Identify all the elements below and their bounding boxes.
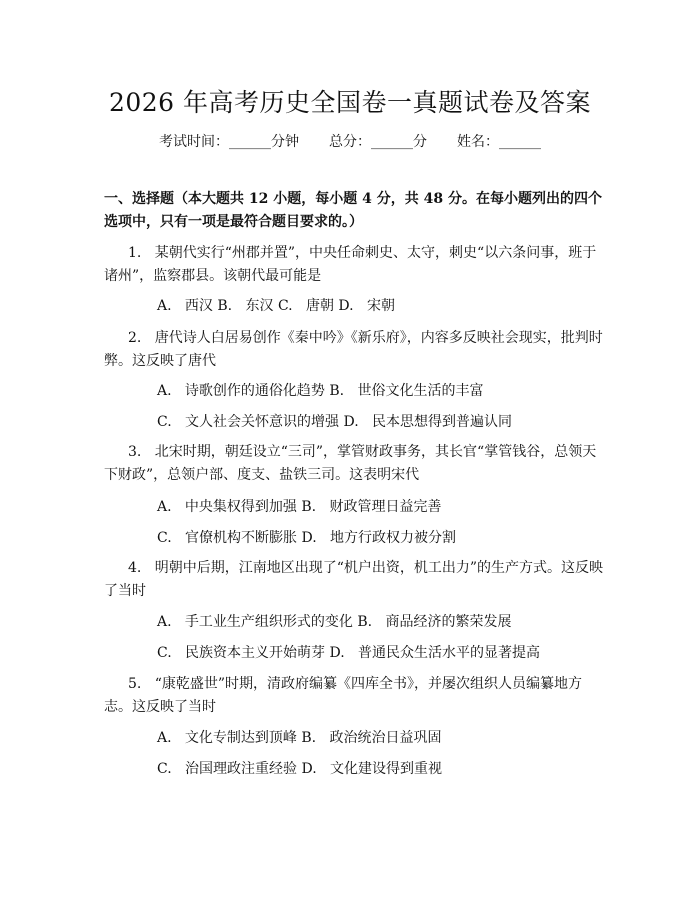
option-text: 治国理政注重经验 (185, 761, 298, 777)
option-text: 中央集权得到加强 (184, 499, 297, 515)
question-4-options-row-2 (157, 643, 597, 663)
question-number: 4. (128, 560, 142, 576)
exam-meta (0, 131, 700, 151)
option-text: 东汉 (245, 298, 274, 314)
question-2-options-row-1 (157, 381, 597, 401)
option-text: 商品经济的繁荣发展 (385, 614, 512, 630)
option-text: 地方行政权力被分割 (330, 530, 457, 546)
question-3 (104, 441, 604, 487)
option-label: B. (301, 499, 317, 515)
option-text: 文化建设得到重视 (330, 761, 443, 777)
option-text: 普通民众生活水平的显著提高 (358, 645, 541, 661)
question-5-options-row-1 (157, 728, 597, 748)
option-label: B. (217, 298, 233, 314)
option-label: A. (157, 383, 172, 399)
option-label: D. (329, 645, 345, 661)
option-text: 唐朝 (305, 298, 334, 314)
option-label: D. (343, 414, 359, 430)
exam-score-field: 总分：______分 (329, 134, 427, 150)
question-3-options-row-2 (157, 528, 597, 548)
question-stem: 北宋时期，朝廷设立“三司”，掌管财政事务，其长官“掌管钱谷，总领天下财政”，总领户部、度支、盐铁三司。这表明宋代 (104, 444, 597, 483)
section-heading: 一、选择题（本大题共 12 小题，每小题 4 分，共 48 分。在每小题列出的四个选项中，只有一项是最符合题目要求的。） (104, 191, 602, 230)
option-text: 宋朝 (366, 298, 395, 314)
option-text: 世俗文化生活的丰富 (357, 383, 484, 399)
option-text: 诗歌创作的通俗化趋势 (184, 383, 325, 399)
option-label: B. (301, 730, 317, 746)
question-number: 5. (128, 676, 142, 692)
option-label: A. (157, 298, 172, 314)
question-5-options-row-2 (157, 759, 597, 779)
question-5 (104, 673, 604, 719)
option-label: B. (329, 383, 345, 399)
question-number: 3. (128, 444, 142, 460)
option-text: 官僚机构不断膨胀 (185, 530, 298, 546)
option-label: D. (301, 530, 317, 546)
question-number: 2. (128, 330, 142, 346)
question-1 (104, 242, 604, 288)
option-label: B. (357, 614, 373, 630)
option-text: 手工业生产组织形式的变化 (184, 614, 353, 630)
page-title: 2026 年高考历史全国卷一真题试卷及答案 (108, 88, 592, 117)
option-label: C. (157, 761, 172, 777)
option-label: C. (277, 298, 293, 314)
option-text: 文人社会关怀意识的增强 (185, 414, 340, 430)
question-stem: 明朝中后期，江南地区出现了“机户出资，机工出力”的生产方式。这反映了当时 (104, 560, 604, 599)
option-text: 财政管理日益完善 (329, 499, 442, 515)
option-text: 政治统治日益巩固 (329, 730, 442, 746)
option-label: C. (157, 645, 172, 661)
question-number: 1. (128, 245, 142, 261)
question-4-options-row-1 (157, 612, 597, 632)
option-label: D. (338, 298, 354, 314)
question-4 (104, 557, 604, 603)
exam-time-field: 考试时间：______分钟 (159, 134, 299, 150)
option-text: 文化专制达到顶峰 (184, 730, 297, 746)
question-1-options (157, 296, 597, 316)
option-label: A. (157, 730, 172, 746)
option-label: A. (157, 499, 172, 515)
question-2 (104, 327, 604, 373)
option-label: D. (301, 761, 317, 777)
question-stem: “康乾盛世”时期，清政府编纂《四库全书》，并屡次组织人员编纂地方志。这反映了当时 (104, 676, 583, 715)
question-stem: 唐代诗人白居易创作《秦中吟》《新乐府》，内容多反映社会现实，批判时弊。这反映了唐代 (104, 330, 603, 369)
option-label: C. (157, 530, 172, 546)
question-3-options-row-1 (157, 497, 597, 517)
question-stem: 某朝代实行“州郡并置”，中央任命刺史、太守，刺史“以六条问事，班于诸州”，监察郡县。该朝代最可能是 (104, 245, 597, 284)
option-label: C. (157, 414, 172, 430)
option-text: 西汉 (184, 298, 213, 314)
exam-name-field: 姓名：______ (457, 134, 541, 150)
question-2-options-row-2 (157, 412, 597, 432)
option-text: 民本思想得到普遍认同 (372, 414, 513, 430)
option-text: 民族资本主义开始萌芽 (185, 645, 326, 661)
option-label: A. (157, 614, 172, 630)
